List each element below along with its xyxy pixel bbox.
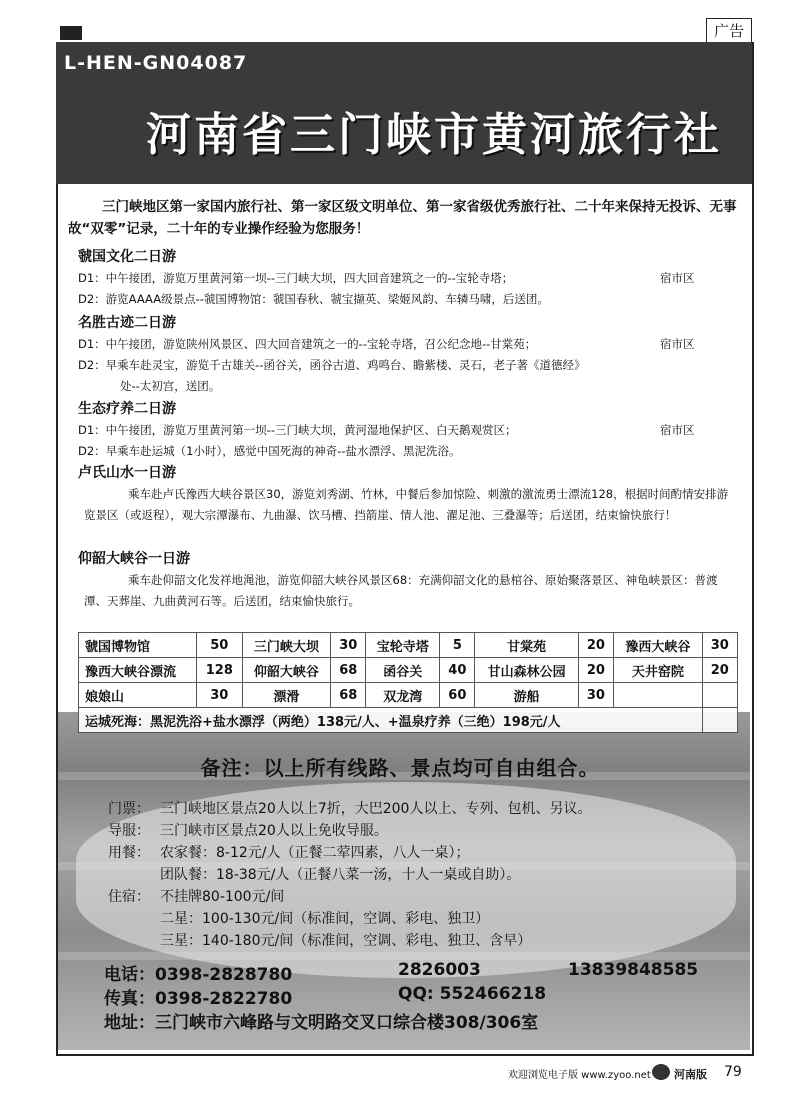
tour-title: 生态疗养二日游 <box>78 401 176 417</box>
tour-line: D1：中午接团，游览万里黄河第一坝--三门峡大坝，黄河湿地保护区、白天鹅观赏区； 宿市区 <box>78 423 695 437</box>
table-row: 娘娘山 30 漂滑 68 双龙湾 60 游船 30 <box>79 683 738 708</box>
phone-row: 电话：0398-2828780 <box>104 965 293 985</box>
info-line: 用餐： 农家餐：8-12元/人（正餐二荤四素，八人一桌）； <box>108 845 470 861</box>
intro-text: 三门峡地区第一家国内旅行社、第一家区级文明单位、第一家省级优秀旅行社、二十年来保持无投诉、无事故“双零”记录，二十年的专业操作经验为您服务！ <box>68 199 737 237</box>
tour-line: D1：中午接团，游览陕州风景区、四大回音建筑之一的--宝轮寺塔，召公纪念地--甘棠苑； 宿市区 <box>78 337 695 351</box>
table-row: 虢国博物馆 50 三门峡大坝 30 宝轮寺塔 5 甘棠苑 20 豫西大峡谷 30 <box>79 633 738 658</box>
tour-line: 处--太初宫，送团。 <box>120 379 221 393</box>
info-line: 导服： 三门峡市区景点20人以上免收导服。 <box>108 823 388 839</box>
footer-edition: 河南版 <box>674 1068 707 1081</box>
tour-section <box>78 462 738 526</box>
tour-section <box>78 398 738 462</box>
page-title: 河南省三门峡市黄河旅行社 <box>146 108 723 161</box>
phone-2: 2826003 <box>398 960 481 980</box>
tour-title: 仰韶大峡谷一日游 <box>78 551 190 567</box>
price-table <box>78 632 738 733</box>
info-line: 团队餐：18-38元/人（正餐八菜一汤，十人一桌或自助）。 <box>160 867 521 883</box>
tour-title: 名胜古迹二日游 <box>78 315 176 331</box>
tour-title: 卢氏山水一日游 <box>78 465 176 481</box>
page-number: 79 <box>724 1064 742 1080</box>
tour-title: 虢国文化二日游 <box>78 249 176 265</box>
qq-number: QQ: 552466218 <box>398 984 547 1004</box>
info-line: 住宿： 不挂牌80-100元/间 <box>108 889 285 905</box>
table-row: 豫西大峡谷漂流 128 仰韶大峡谷 68 函谷关 40 甘山森林公园 20 天井窑院 20 <box>79 658 738 683</box>
tour-paragraph: 乘车赴卢氏豫西大峡谷景区30，游览刘秀湖、竹林，中餐后参加惊险、刺激的激流勇士漂流128，根据时间酌情安排游览景区（或返程），观大宗潭瀑布、九曲瀑、饮马槽、挡箭崖、情人池、濯足池、三叠瀑等；后送团，结束愉快旅行！ <box>84 487 729 522</box>
tour-line: D2：游览AAAA级景点--虢国博物馆：虢国春秋、虢宝撷英、梁姬风韵、车辚马啸，后送团。 <box>78 292 549 306</box>
phone-3: 13839848585 <box>568 960 699 980</box>
tour-line: D2：早乘车赴运城（1小时），感觉中国死海的神奇--盐水漂浮、黑泥洗浴。 <box>78 444 461 458</box>
info-line: 二星：100-130元/间（标准间，空调、彩电、独卫） <box>160 911 490 927</box>
info-line: 门票： 三门峡地区景点20人以上7折，大巴200人以上、专列、包机、另议。 <box>108 801 592 817</box>
ad-code: L-HEN-GN04087 <box>64 52 248 74</box>
footer-site: 欢迎浏览电子版 www.zyoo.net <box>508 1070 651 1081</box>
tour-section <box>78 548 738 612</box>
info-line: 三星：140-180元/间（标准间，空调、彩电、独卫、含早） <box>160 933 532 949</box>
tour-line: D1：中午接团，游览万里黄河第一坝--三门峡大坝，四大回音建筑之一的--宝轮寺塔； 宿市区 <box>78 271 695 285</box>
corner-mark <box>60 26 82 40</box>
tour-line: D2：早乘车赴灵宝，游览千古雄关--函谷关，函谷古道、鸡鸣台、瞻紫楼、灵石，老子著《道德经》 <box>78 358 586 372</box>
publisher-logo-icon <box>652 1064 670 1080</box>
ad-label: 广告 <box>706 18 752 44</box>
table-row <box>79 708 738 733</box>
tour-paragraph: 乘车赴仰韶文化发祥地渑池，游览仰韶大峡谷风景区68：充满仰韶文化的悬棺谷、原始聚落景区、神龟峡景区：普渡潭、天葬崖、九曲黄河石等。后送团，结束愉快旅行。 <box>84 573 718 608</box>
address-row: 地址：三门峡市六峰路与文明路交叉口综合楼308/306室 <box>104 1013 539 1033</box>
fax-row: 传真：0398-2822780 <box>104 989 293 1009</box>
tour-section <box>78 246 738 310</box>
special-price: 运城死海：黑泥洗浴+盐水漂浮（两绝）138元/人、+温泉疗养（三绝）198元/人 <box>79 708 703 733</box>
remark-note: 备注：以上所有线路、景点均可自由组合。 <box>200 756 600 780</box>
tour-section <box>78 312 738 397</box>
